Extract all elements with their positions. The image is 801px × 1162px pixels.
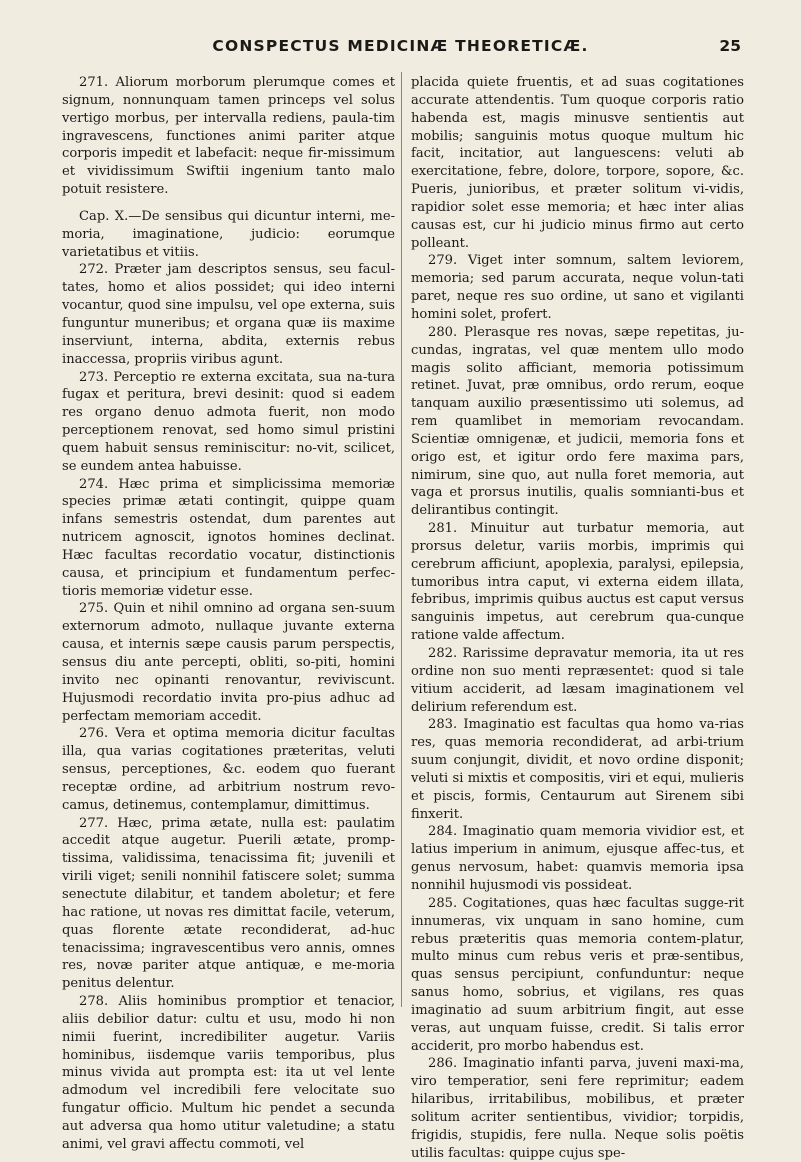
running-header [0,37,801,61]
paragraph-271: 271. Aliorum morborum plerumque comes et signum, nonnunquam tamen princeps vel solus vertigo morbus, per intervalla rediens, paula-tim ingravescens, functiones animi pariter atque corporis impedit et labefacit: neque fir-missimum et vividissimum Swiftii ingenium tanto malo potuit resistere. [62,75,395,198]
left-column [62,74,395,1154]
column-divider [401,72,402,1007]
paragraph-272: 272. Præter jam descriptos sensus, seu facul-tates, homo et alios possidet; qui ideo interni vocantur, quod sine impulsu, vel ope externa, suis funguntur muneribus; et organa quæ iis maxime inserviunt, interna, abdita, externis rebus inaccessa, propriis viribus agunt. [62,262,395,367]
chapter-heading: Cap. X.—De sensibus qui dicuntur interni, me-moria, imaginatione, judicio: eorumque varietatibus et vitiis. [62,208,395,260]
paragraph-279: 279. Viget inter somnum, saltem leviorem, memoria; sed parum accurata, neque volun-tati paret, neque res suo ordine, ut sano et vigilanti homini solet, profert. [411,253,744,322]
paragraph-281: 281. Minuitur aut turbatur memoria, aut prorsus deletur, variis morbis, imprimis qui cerebrum afficiunt, apoplexia, paralysi, epilepsia, tumoribus intra caput, vi externa eidem illata, febribus, imprimis quibus auctus est caput versus sanguinis impetus, aut cerebrum qua-cunque ratione valde affectum. [411,521,744,644]
right-column [411,74,744,1162]
paragraph-277: 277. Hæc, prima ætate, nulla est: paulatim accedit atque augetur. Puerili ætate, promp-tissima, validissima, tenacissima fit; juvenili et virili viget; senili nonnihil fatiscere solet; summa senectute dilabitur, et tandem aboletur; et fere hac ratione, ut novas res dimittat facile, veterum, quas florente ætate recondiderat, ad-huc tenacissima; ingravescentibus vero annis, omnes res, novæ pariter atque antiquæ, e me-moria penitus delentur. [62,815,395,992]
paragraph-275: 275. Quin et nihil omnino ad organa sen-suum externorum admoto, nullaque juvante externa causa, et internis sæpe causis parum perspectis, sensus diu ante percepti, obliti, so-piti, homini invito nec opinanti renovantur, reviviscunt. Hujusmodi recordatio invita pro-pius adhuc ad perfectam memoriam accedit. [62,601,395,724]
paragraph-286: 286. Imaginatio infanti parva, juveni maxi-ma, viro temperatior, seni fere reprimitur; eadem hilaribus, irritabilibus, mobilibus, et præter solitum acriter sentientibus, vividior; torpidis, frigidis, stupidis, fere nulla. Neque solis poëtis utilis facultas: quippe cujus spe- [411,1056,744,1161]
paragraph-282: 282. Rarissime depravatur memoria, ita ut res ordine non suo menti repræsentet: quod si tale vitium acciderit, ad læsam imaginationem vel delirium referendum est. [411,646,744,715]
paragraph-283: 283. Imaginatio est facultas qua homo va-rias res, quas memoria recondiderat, ad arbi-trium suum conjungit, dividit, et novo ordine disponit; veluti si mixtis et compositis, viri et equi, mulieris et piscis, formis, Centaurum aut Sirenem sibi finxerit. [411,717,744,822]
paragraph-274: 274. Hæc prima et simplicissima memoriæ species primæ ætati contingit, quippe quam infans semestris ostendat, dum parentes aut nutricem agnoscit, ignotos homines declinat. Hæc facultas recordatio vocatur, distinctionis causa, et principium et fundamentum perfec-tioris memoriæ videtur esse. [62,476,395,599]
paragraph-278-continued: placida quiete fruentis, et ad suas cogitationes accurate attendentis. Tum quoque corporis ratio habenda est, magis minusve sentientis aut mobilis; sanguinis motus quoque multum hic facit, incitatior, aut languescens: veluti ab exercitatione, febre, dolore, torpore, sopore, &c. Pueris, junioribus, et præter solitum vi-vidis, rapidior solet esse memoria; et hæc inter alias causas est, cur hi judicio minus firmo aut certo polleant. [411,75,744,251]
page-number: 25 [719,37,741,55]
running-title: CONSPECTUS MEDICINÆ THEORETICÆ. [212,37,589,55]
paragraph-280: 280. Plerasque res novas, sæpe repetitas, ju-cundas, ingratas, vel quæ mentem ullo modo magis solito afficiant, memoria potissimum retinet. Juvat, præ omnibus, ordo rerum, eoque tanquam auxilio præsentissimo uti solemus, ad rem quamlibet in memoriam revocandam. Scientiæ omnigenæ, et judicii, memoria fons et origo est, et igitur ordo fere maxima pars, nimirum, sine quo, aut nulla foret memoria, aut vaga et prorsus inutilis, qualis somnianti-bus et delirantibus contingit. [411,324,744,519]
paragraph-276: 276. Vera et optima memoria dicitur facultas illa, qua varias cogitationes præteritas, veluti sensus, perceptiones, &c. eodem quo fuerant receptæ ordine, ad arbitrium nostrum revo-camus, detinemus, contemplamur, dimittimus. [62,726,395,813]
paragraph-278: 278. Aliis hominibus promptior et tenacior, aliis debilior datur: cultu et usu, modo hi non nimii fuerint, incredibiliter augetur. Variis hominibus, iisdemque variis temporibus, plus minus vivida aut prompta est: ita ut vel lente admodum vel incredibili fere velocitate suo fungatur officio. Multum hic pendet a secunda aut adversa qua homo utitur valetudine; a statu animi, vel gravi affectu commoti, vel [62,994,395,1152]
paragraph-273: 273. Perceptio re externa excitata, sua na-tura fugax et peritura, brevi desinit: quod si eadem res organo denuo admota fuerit, non modo perceptionem renovat, sed homo simul pristini quem habuit sensus reminiscitur: no-vit, scilicet, se eundem antea habuisse. [62,369,395,474]
paragraph-284: 284. Imaginatio quam memoria vividior est, et latius imperium in animum, ejusque affec-tus, et genus nervosum, habet: quamvis memoria ipsa nonnihil hujusmodi vis possideat. [411,824,744,893]
paragraph-285: 285. Cogitationes, quas hæc facultas sugge-rit innumeras, vix unquam in sano homine, cum rebus præteritis quas memoria contem-platur, multo minus cum rebus veris et præ-sentibus, quas sensus percipiunt, confunduntur: neque sanus homo, sobrius, et vigilans, res quas imaginatio ad suum arbitrium fingit, aut esse veras, aut unquam fuisse, credit. Si talis error acciderit, pro morbo habendus est. [411,895,744,1054]
